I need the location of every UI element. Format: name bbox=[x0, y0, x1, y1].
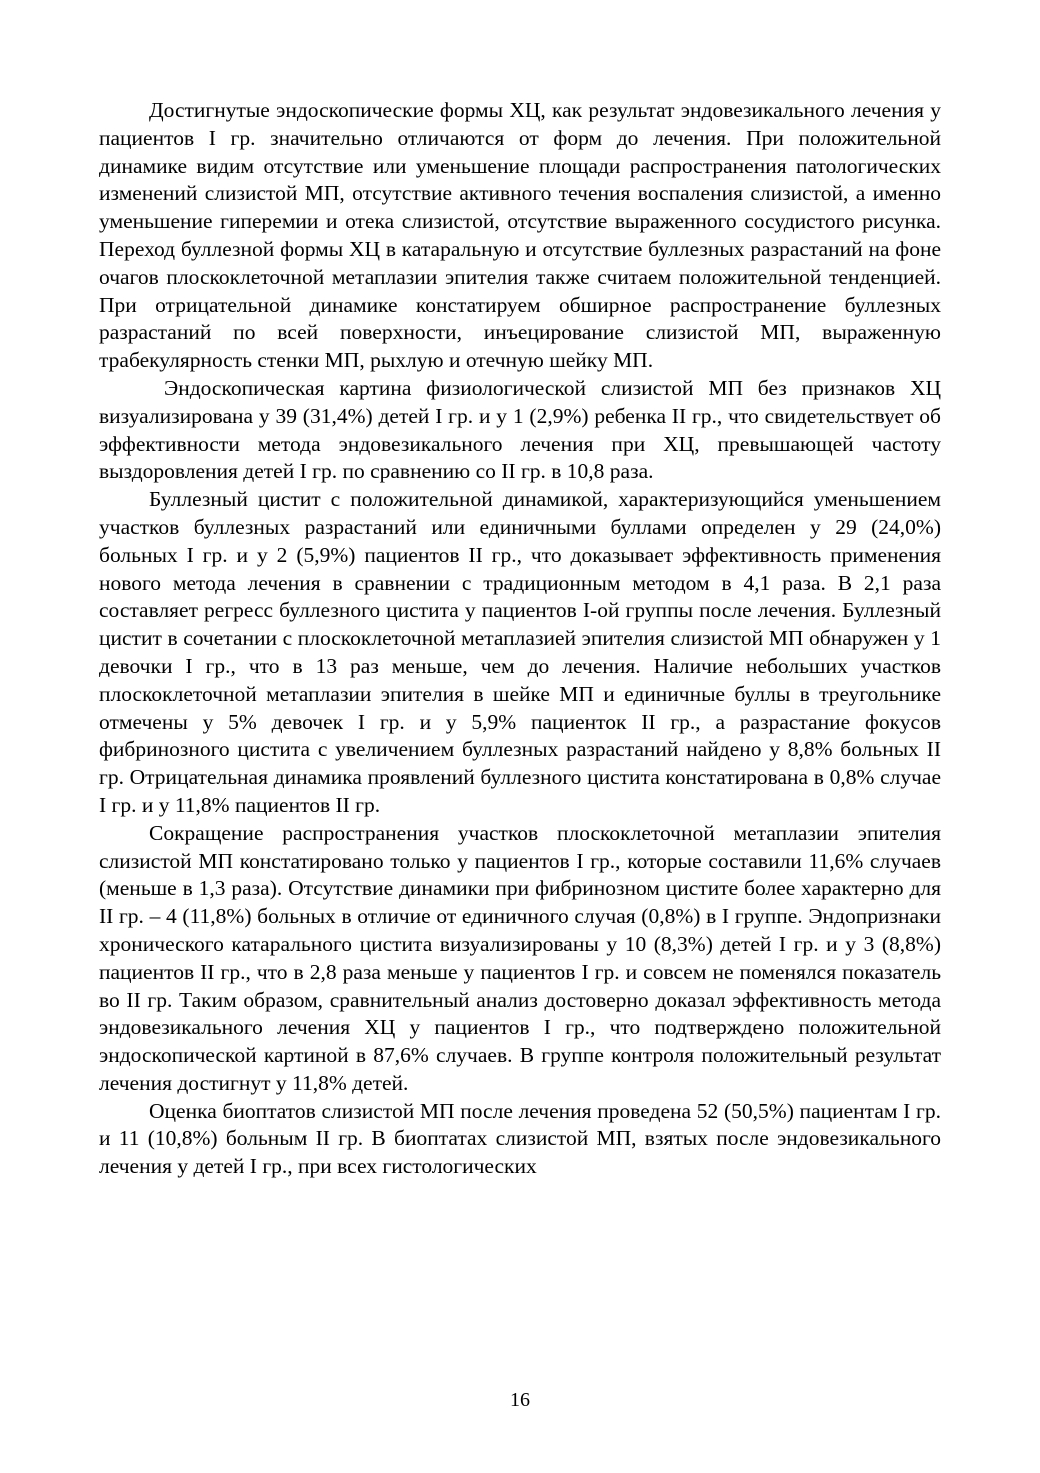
paragraph-bullous-cystitis: Буллезный цистит с положительной динамикой, характеризующийся уменьшением участков буллезных разрастаний или единичными буллами определен у 29 (24,0%) больных I гр. и у 2 (5,9%) пациентов II гр., что доказывает эффективность применения нового метода лечения в сравнении с традиционным методом в 4,1 раза. В 2,1 раза составляет регресс буллезного цистита у пациентов I-ой группы после лечения. Буллезный цистит в сочетании с плоскоклеточной метаплазией эпителия слизистой МП обнаружен у 1 девочки I гр., что в 13 раз меньше, чем до лечения. Наличие небольших участков плоскоклеточной метаплазии эпителия в шейке МП и единичные буллы в треугольнике отмечены у 5% девочек I гр. и у 5,9% пациенток II гр., а разрастание фокусов фибринозного цистита с увеличением буллезных разрастаний найдено у 8,8% больных II гр. Отрицательная динамика проявлений буллезного цистита констатирована в 0,8% случае I гр. и у 11,8% пациентов II гр. bbox=[99, 487, 941, 817]
document-body bbox=[99, 97, 941, 1181]
paragraph-endoscopic-forms: Достигнутые эндоскопические формы ХЦ, как результат эндовезикального лечения у пациентов I гр. значительно отличаются от форм до лечения. При положительной динамике видим отсутствие или уменьшение площади распространения патологических изменений слизистой МП, отсутствие активного течения воспаления слизистой, а именно уменьшение гиперемии и отека слизистой, отсутствие выраженного сосудистого рисунка. Переход буллезной формы ХЦ в катаральную и отсутствие буллезных разрастаний на фоне очагов плоскоклеточной метаплазии эпителия также считаем положительной тенденцией. При отрицательной динамике констатируем обширное распространение буллезных разрастаний по всей поверхности, инъецирование слизистой МП, выраженную трабекулярность стенки МП, рыхлую и отечную шейку МП. bbox=[99, 98, 941, 373]
paragraph-metaplasia-reduction: Сокращение распространения участков плоскоклеточной метаплазии эпителия слизистой МП констатировано только у пациентов I гр., которые составили 11,6% случаев (меньше в 1,3 раза). Отсутствие динамики при фибринозном цистите более характерно для II гр. – 4 (11,8%) больных в отличие от единичного случая (0,8%) в I группе. Эндопризнаки хронического катарального цистита визуализированы у 10 (8,3%) детей I гр. и у 3 (8,8%) пациентов II гр., что в 2,8 раза меньше у пациентов I гр. и совсем не поменялся показатель во II гр. Таким образом, сравнительный анализ достоверно доказал эффективность метода эндовезикального лечения ХЦ у пациентов I гр., что подтверждено положительной эндоскопической картиной в 87,6% случаев. В группе контроля положительный результат лечения достигнут у 11,8% детей. bbox=[99, 820, 941, 1095]
paragraph-physiological-mucosa: Эндоскопическая картина физиологической слизистой МП без признаков ХЦ визуализирована у 39 (31,4%) детей I гр. и у 1 (2,9%) ребенка II гр., что свидетельствует об эффективности метода эндовезикального лечения при ХЦ, превышающей частоту выздоровления детей I гр. по сравнению со II гр. в 10,8 раза. bbox=[99, 375, 941, 484]
page-number: 16 bbox=[510, 1389, 530, 1411]
paragraph-biopsy-evaluation: Оценка биоптатов слизистой МП после лечения проведена 52 (50,5%) пациентам I гр. и 11 (10,8%) больным II гр. В биоптатах слизистой МП, взятых после эндовезикального лечения у детей I гр., при всех гистологических bbox=[99, 1098, 941, 1179]
